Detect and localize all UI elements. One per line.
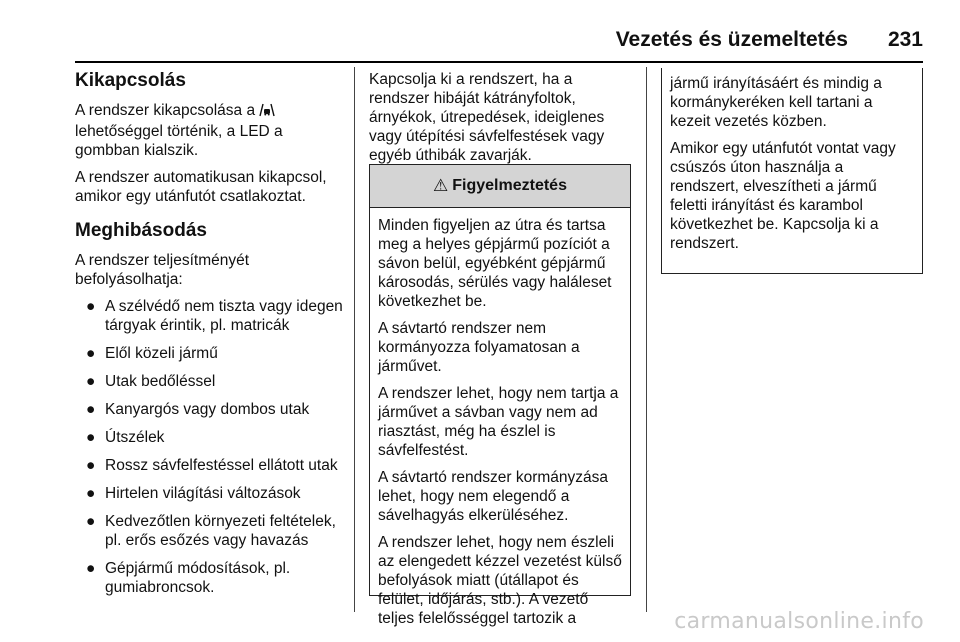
lane-keep-icon	[259, 103, 275, 122]
list-item: ● Hirtelen világítási változások	[86, 485, 301, 502]
heading-kikapcsolas: Kikapcsolás	[75, 70, 186, 91]
header-title: Vezetés és üzemeltetés	[615, 28, 848, 51]
list-item: ● Rossz sávfelfestéssel ellátott utak	[86, 457, 338, 474]
warning-body	[370, 208, 630, 628]
column-divider	[354, 67, 355, 612]
paragraph-performance: A rendszer teljesítményét befolyásolhatja:	[75, 252, 250, 288]
list-item: ● Útszélek	[86, 429, 165, 446]
warning-header	[370, 165, 630, 208]
heading-meghibasodas: Meghibásodás	[75, 220, 207, 241]
factor-list	[75, 297, 345, 597]
page-header	[0, 22, 960, 62]
watermark: carmanualsonline.info	[674, 609, 924, 634]
warning-title: Figyelmeztetés	[452, 177, 567, 194]
page-number: 231	[887, 28, 923, 51]
column-divider	[646, 67, 647, 612]
list-item: ● A szélvédő nem tiszta vagy idegen tárgyak érintik, pl. matricák	[86, 298, 343, 334]
list-item: ● Kanyargós vagy dombos utak	[86, 401, 310, 418]
list-item: ● Utak bedőléssel	[86, 373, 216, 390]
warning-paragraph: jármű irányításáért és mindig a kormánykeréken kell tartani a kezeit vezetés közben.	[670, 75, 882, 130]
warning-body-continued	[662, 68, 922, 253]
warning-paragraph: A rendszer lehet, hogy nem tartja a járművet a sávban vagy nem ad riasztást, még ha észlel is sávfelfestést.	[378, 385, 619, 459]
column-2	[369, 70, 631, 173]
warning-paragraph: A rendszer lehet, hogy nem észleli az elengedett kézzel vezetést külső befolyások miatt (útállapot és felület, időjárás, stb.). A vezető teljes felelősséggel tartozik a	[378, 534, 622, 627]
warning-box-continued	[661, 68, 923, 274]
list-item: ● Kedvezőtlen környezeti feltételek, pl. erős esőzés vagy havazás	[86, 513, 336, 549]
column-1	[75, 70, 345, 606]
list-item: ● Elől közeli jármű	[86, 345, 218, 362]
warning-box	[369, 164, 631, 627]
paragraph-disable-advice: Kapcsolja ki a rendszert, ha a rendszer hibáját kátrányfoltok, árnyékok, útrepedések, ideiglenes vagy útépítési sávfelfestések vagy egyéb úthibák zavarják.	[369, 71, 605, 164]
paragraph-auto-off: A rendszer automatikusan kikapcsol, amikor egy utánfutót csatlakoztat.	[75, 169, 327, 205]
warning-paragraph: A sávtartó rendszer nem kormányozza folyamatosan a járművet.	[378, 320, 580, 375]
warning-paragraph: Amikor egy utánfutót vontat vagy csúszós úton használja a rendszert, elveszítheti a jármű feletti irányítást és karambol következhet be. Kapcsolja ki a rendszert.	[670, 140, 896, 252]
warning-icon: ⚠	[433, 176, 449, 195]
paragraph-switch-off: A rendszer kikapcsolása a lehetőséggel történik, a LED a gombban kialszik.	[75, 102, 283, 159]
warning-paragraph: Minden figyeljen az útra és tartsa meg a helyes gépjármű pozíciót a sávon belül, egyébként gépjármű károsodás, sérülés vagy haláleset következhet be.	[378, 217, 612, 310]
list-item: ● Gépjármű módosítások, pl. gumiabroncsok.	[86, 560, 291, 596]
header-rule	[75, 61, 923, 63]
warning-paragraph: A sávtartó rendszer kormányzása lehet, hogy nem elegendő a sávelhagyás elkerüléséhez.	[378, 469, 609, 524]
